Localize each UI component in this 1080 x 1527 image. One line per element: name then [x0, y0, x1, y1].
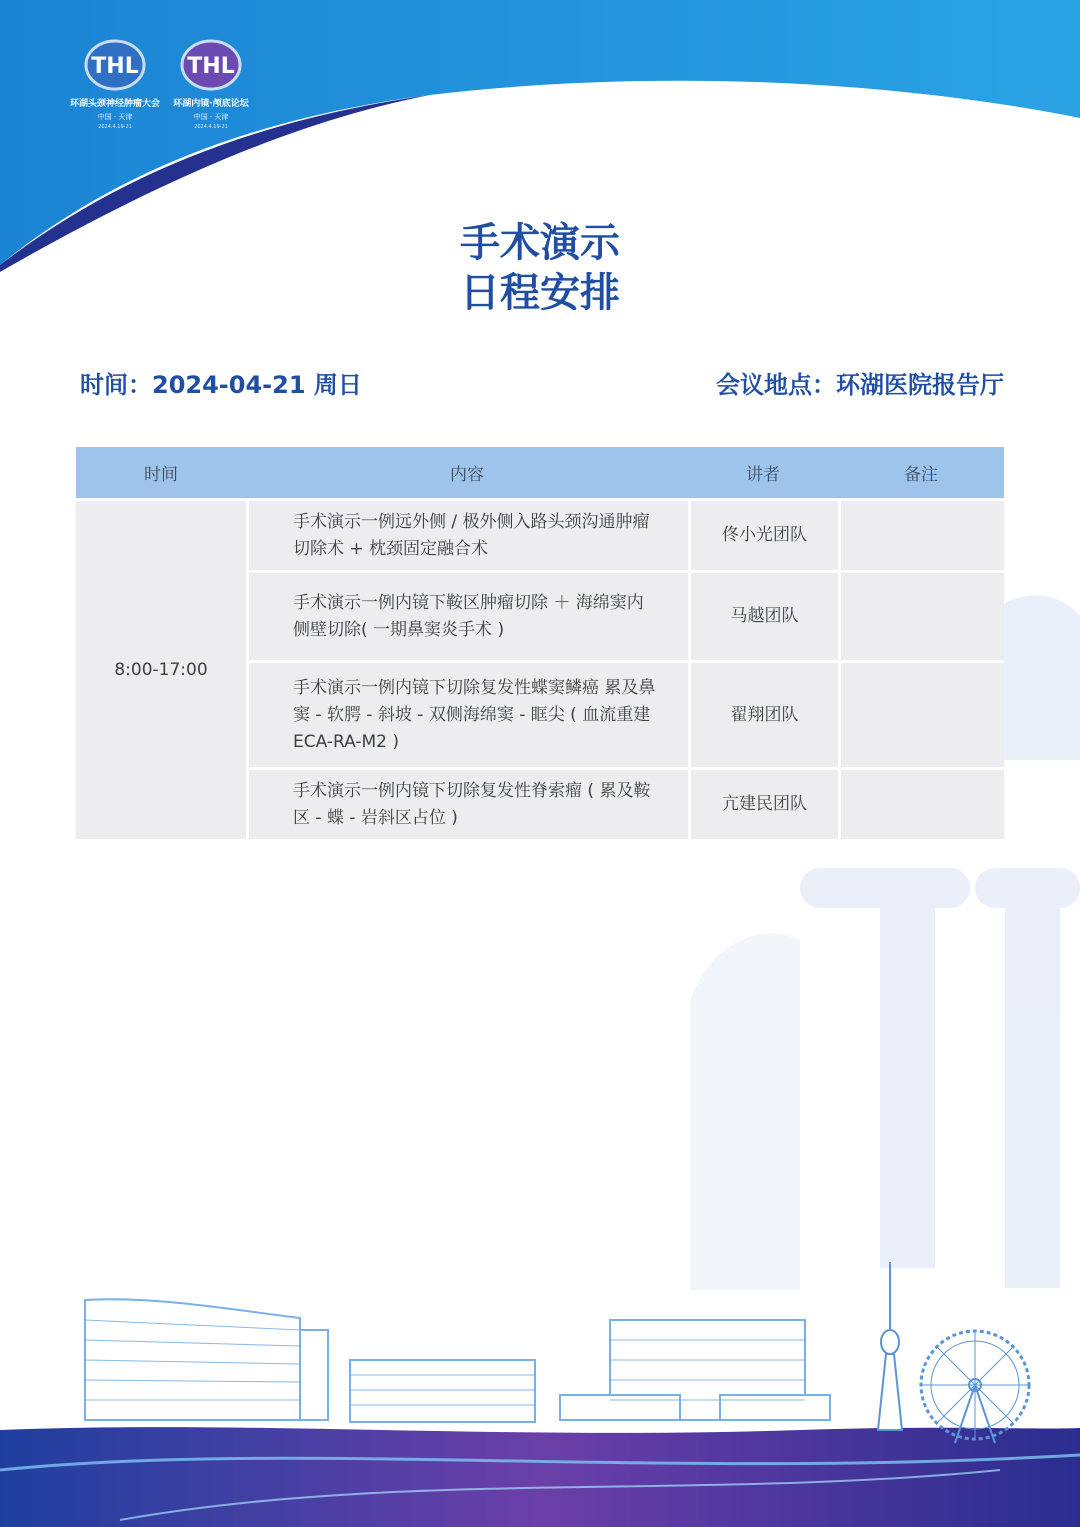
- note-cell: [838, 570, 1004, 660]
- table-row: [76, 498, 1004, 570]
- schedule-table: [76, 447, 1004, 839]
- header-speaker: 讲者: [688, 447, 838, 498]
- speaker-cell: 亢建民团队: [688, 767, 838, 839]
- note-cell: [838, 498, 1004, 570]
- speaker-cell: 翟翔团队: [688, 660, 838, 767]
- event-venue: 会议地点：环湖医院报告厅: [716, 371, 1004, 399]
- logo-name: 环湖头颈神经肿瘤大会: [69, 99, 160, 109]
- content-cell: 手术演示一例内镜下鞍区肿瘤切除 ＋ 海绵窦内侧壁切除( 一期鼻窦炎手术 ): [246, 570, 688, 660]
- speaker-cell: 马越团队: [688, 570, 838, 660]
- content-cell: 手术演示一例内镜下切除复发性蝶窦鳞癌 累及鼻窦 - 软腭 - 斜坡 - 双侧海绵窦 - 眶尖 ( 血流重建 ECA-RA-M2 ): [246, 660, 688, 767]
- forum-logo: [156, 38, 266, 130]
- logo-name: 环湖内镜·颅底论坛: [173, 99, 249, 109]
- logo-place: 中国 · 天津: [193, 113, 229, 121]
- note-cell: [838, 767, 1004, 839]
- logo-date: 2024.4.19-21: [98, 124, 132, 130]
- header-note: 备注: [838, 447, 1004, 498]
- tv-tower-icon: [860, 1262, 920, 1432]
- content-cell: 手术演示一例远外侧 / 极外侧入路头颈沟通肿瘤切除术 + 枕颈固定融合术: [246, 498, 688, 570]
- title-line-1: 手术演示: [460, 220, 620, 266]
- page-title: [0, 218, 1080, 318]
- conference-logo: [60, 38, 170, 130]
- header-time: 时间: [76, 447, 246, 498]
- note-cell: [838, 660, 1004, 767]
- table-header-row: [76, 447, 1004, 498]
- svg-text:THL: THL: [91, 54, 139, 79]
- svg-text:THL: THL: [187, 54, 235, 79]
- thl-logo-icon: [180, 38, 242, 92]
- event-time: 时间：2024-04-21 周日: [80, 371, 362, 399]
- time-span-cell: 8:00-17:00: [76, 498, 246, 839]
- thl-logo-icon: [84, 38, 146, 92]
- logo-date: 2024.4.19-21: [194, 124, 228, 130]
- ferris-wheel-icon: [915, 1325, 1035, 1445]
- content-cell: 手术演示一例内镜下切除复发性脊索瘤 ( 累及鞍区 - 蝶 - 岩斜区占位 ): [246, 767, 688, 839]
- logo-place: 中国 · 天津: [97, 113, 133, 121]
- header-content: 内容: [246, 447, 688, 498]
- speaker-cell: 佟小光团队: [688, 498, 838, 570]
- title-line-2: 日程安排: [460, 270, 620, 316]
